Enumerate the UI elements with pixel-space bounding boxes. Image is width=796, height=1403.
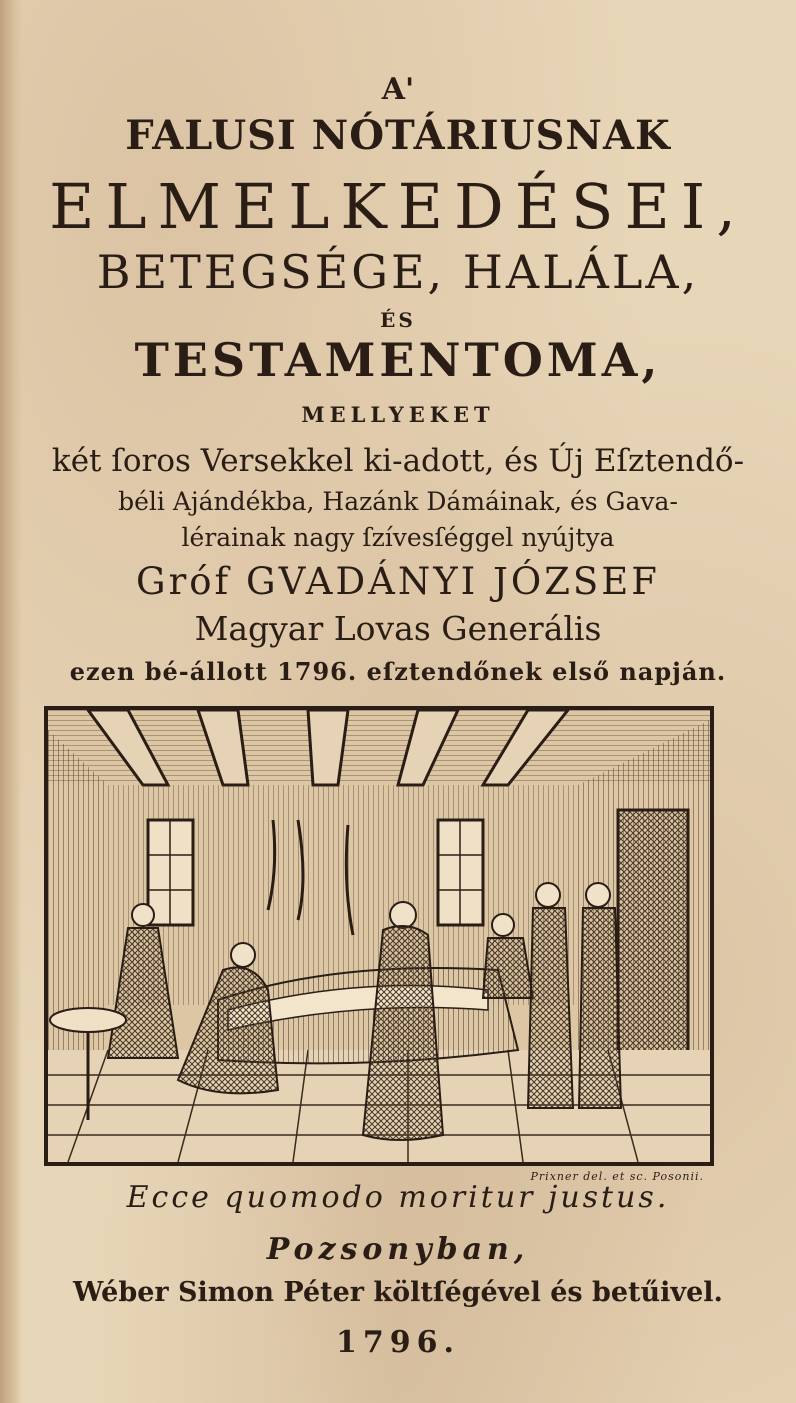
title-article: A' [381,72,415,107]
engraving-caption: Ecce quomodo moritur justus. [126,1180,670,1215]
author-rank: Magyar Lovas Generális [194,609,602,648]
engraver-credit: Prixner del. et sc. Posonii. [530,1170,704,1183]
imprint-printer: Wéber Simon Péter költſégével és betűivel. [73,1277,723,1308]
subtitle-line-2: béli Ajándékba, Hazánk Dámáinak, és Gava- [118,487,678,516]
engraving-deathbed-scene [44,706,714,1166]
title-line-testamentoma: TESTAMENTOMA, [134,333,662,387]
imprint-place: Pozsonyban, [266,1232,530,1267]
title-line-falusi: FALUSI NÓTÁRIUSNAK [125,112,671,159]
subtitle-line-1: két ſoros Versekkel ki-adott, és Új Eſztendő- [51,443,745,479]
subtitle-line-3: lérainak nagy ſzívesſéggel nyújtya [181,523,615,552]
imprint-year: 1796. [336,1325,460,1360]
title-line-elmelkedesei: ELMELKEDÉSEI, [49,170,747,243]
author-name: Gróf GVADÁNYI JÓZSEF [136,560,660,603]
title-line-mellyeket: MELLYEKET [301,402,495,427]
title-line-es: ÉS [380,308,416,332]
dedication-date-line: ezen bé-állott 1796. eſztendőnek első napján. [69,657,727,686]
title-line-betegsege: BETEGSÉGE, HALÁLA, [96,245,700,299]
